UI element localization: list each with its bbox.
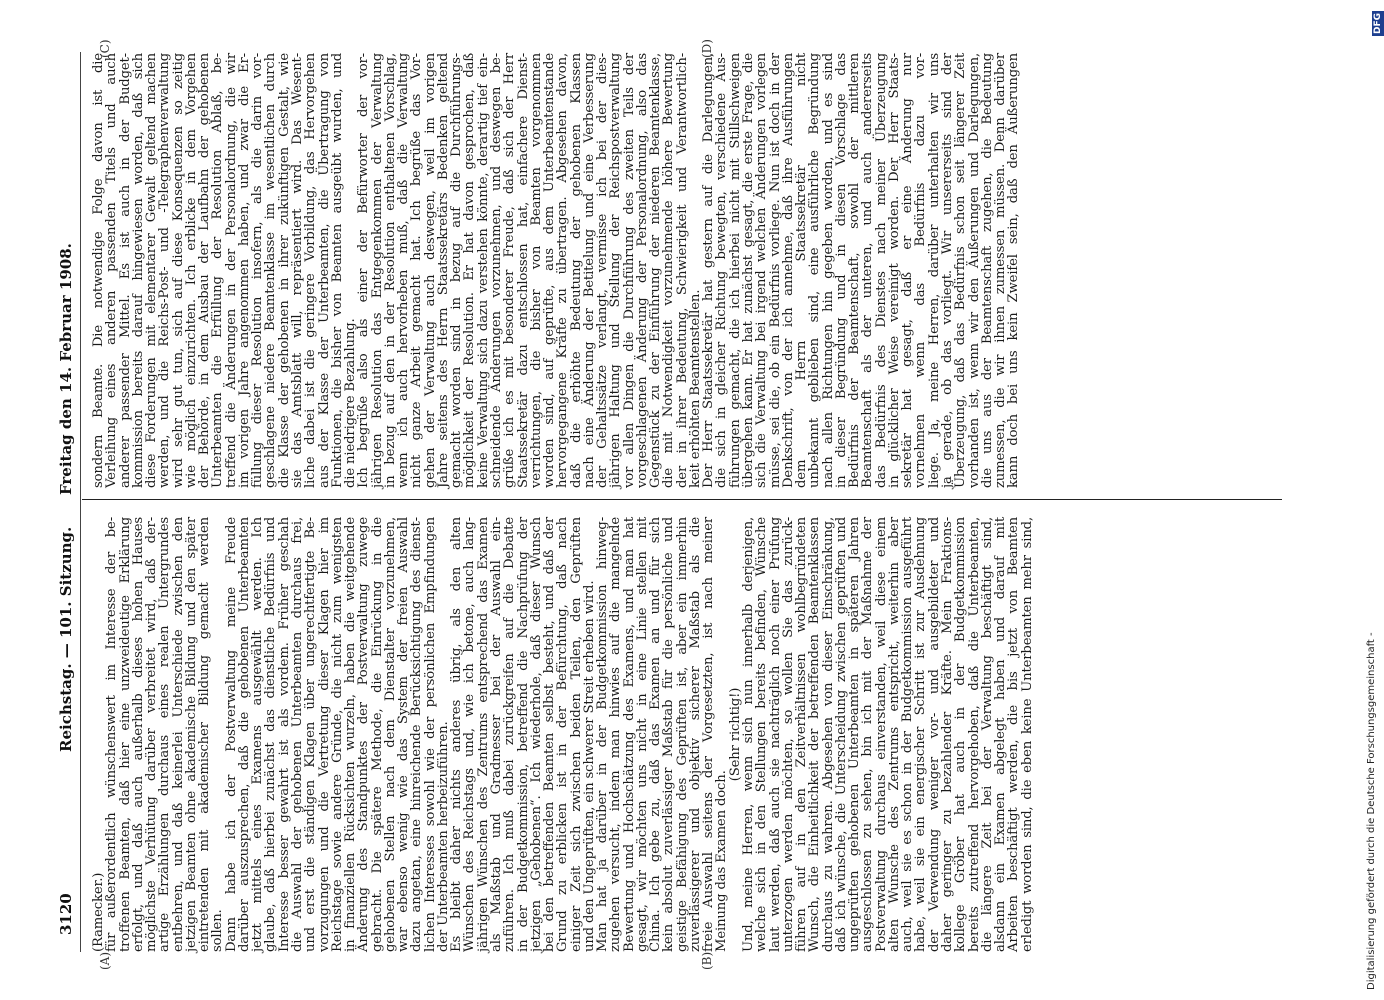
text-line: vornehmen wenn das Bedürfnis dazu vor- [913, 53, 929, 488]
text-line: gehobenen Stellen nach dem Dienstalter vorzunehmen, [382, 517, 398, 952]
text-line: welche sich in den Stellungen bereits befinden, Wünsche [754, 517, 770, 952]
text-line: übergehen kann. Er hat zunächst gesagt, die erste Frage, die [741, 53, 757, 488]
text-line: bei den betreffenden Beamten selbst besteht, und daß der [542, 517, 558, 952]
text-line: der Behörde, in dem Ausbau der Laufbahn der gehobenen [197, 53, 213, 488]
text-line: gebracht. Die spätere Methode, die Einrückung in die [369, 517, 385, 952]
text-line: (Sehr richtig!) [727, 687, 743, 782]
text-line: unterzogen werden möchten, so wollen Sie das zurück- [780, 517, 796, 952]
text-line: vorgeschlagenen Änderung der Personalordnung, also das [634, 53, 650, 488]
text-line: artige Erzählungen durchaus eines realen Untergrundes [157, 517, 173, 952]
text-line: die längere Zeit bei der Verwaltung beschäftigt sind, [979, 517, 995, 952]
column-divider [82, 499, 1282, 500]
text-line: Staatssekretär dazu entschlossen hat, einfachere Dienst- [515, 53, 531, 488]
text-line: müsse, sei die, ob ein Bedürfnis vorliege. Nun ist doch in der [767, 53, 783, 488]
text-line: und erst die ständigen Klagen über ungerechtfertigte Be- [303, 517, 319, 952]
text-line: jährigen Haltung und Stellung der Reichspostverwaltung [608, 53, 624, 488]
margin-mark-c: (C) [98, 39, 112, 58]
text-line: jährigen Resolution das Entgegenkommen der Verwaltung [369, 53, 385, 488]
text-line: worden sind, auf geprüfte, aus dem Unterbeamtenstande [542, 53, 558, 488]
text-line: sondern Beamte. Die notwendige Folge davon ist die [91, 53, 106, 488]
margin-mark-d: (D) [700, 39, 714, 58]
text-line: die sich in gleicher Richtung bewegten, verschiedene Aus- [714, 53, 730, 488]
left-column [92, 517, 1034, 952]
text-line: führen auf in den Zeitverhältnissen wohlbegründeten [794, 517, 810, 952]
text-line: Funktionen, die bisher von Beamten ausgeübt wurden, und [329, 53, 345, 488]
text-line: geistige Befähigung des Geprüften ist, aber ein immerhin [674, 517, 690, 952]
text-line: Verleihung eines anderen passenden Titels und auch [104, 53, 120, 488]
text-line: der Unterbeamten herbeizuführen. [435, 721, 451, 952]
text-line: China. Ich gebe zu, daß das Examen an und für sich [648, 517, 664, 952]
text-line: alsdann ein Examen abgelegt haben und darauf mit [993, 517, 1009, 952]
right-column-lines [92, 53, 1021, 488]
text-line: kein absolut zuverlässiger Maßstab für die persönliche und [661, 517, 677, 952]
text-line: Arbeiten beschäftigt werden, die bis jetzt von Beamten [1006, 517, 1022, 952]
text-line: anderer passender Mittel. Es ist auch in der Budget- [117, 53, 133, 488]
text-line: zuverlässigerer und objektiv sicherer Maßstab als die [687, 517, 703, 952]
text-line: kann doch bei uns kein Zweifel sein, daß den Äußerungen [1006, 53, 1022, 488]
text-line: jetzigen Beamten ohne akademische Bildung und den später [183, 517, 199, 952]
text-line: hervorgegangene Kräfte zu übertragen. Abgesehen davon, [555, 53, 571, 488]
text-line: als Maßstab und Gradmesser bei der Auswahl ein- [488, 517, 504, 952]
text-line: Und, meine Herren, wenn sich nun innerhalb derjenigen, [741, 517, 757, 952]
text-line: diese Forderungen mit elementarer Gewalt geltend machen [144, 53, 160, 488]
text-line: führungen gemacht, die ich hierbei nicht mit Stillschweigen [727, 53, 743, 488]
credit-text: Digitalisierung gefördert durch die Deutsche Forschungsgemeinschaft - [1366, 632, 1377, 990]
text-line: entbehren, und daß keinerlei Unterschiede zwischen den [170, 517, 186, 952]
text-line: im vorigen Jahre angenommen haben, und zwar die Er- [236, 53, 252, 488]
text-line: Reichstage sowie andere Gründe, die nicht zum wenigsten [329, 517, 345, 952]
text-line: gesagt, wir möchten uns nicht in eine Linie stellen mit [634, 517, 650, 952]
text-line: die uns aus der Beamtenschaft zugehen, die Bedeutung [979, 53, 995, 488]
text-line: die Klasse der gehobenen in ihrer zukünftigen Gestalt, wie [276, 53, 292, 488]
text-line: laut werden, daß auch sie nachträglich noch einer Prüfung [767, 517, 783, 952]
text-line: daß die erhöhte Bedeutung der gehobenen Klassen [568, 53, 584, 488]
text-line: Bedürfnis der Beamtenschaft, sowohl der mittleren [847, 53, 863, 488]
text-line: zuführen. Ich muß dabei zurückgreifen auf die Debatte [502, 517, 518, 952]
text-line: der Gehaltssätze verlangt, vermisse ich bei der dies- [595, 53, 611, 488]
text-line: die mit Notwendigkeit vorzunehmende höhere Bewertung [661, 53, 677, 488]
text-line: Überzeugung, daß das Bedürfnis schon seit längerer Zeit [953, 53, 969, 488]
text-line: dem Herrn Staatssekretär nicht [794, 53, 810, 488]
dfg-logo-text: DFG [1373, 12, 1383, 34]
text-line: in finanziellen Rücksichten wurzeln, haben die weitgehende [343, 517, 359, 952]
text-line: einiger Zeit sich zwischen beiden Teilen, den Geprüften [568, 517, 584, 952]
text-line: auch, weil sie es schon in der Budgetkommission ausgeführt [900, 517, 916, 952]
text-line: in bezug auf den in der Resolution enthaltenen Vorschlag, [382, 53, 398, 488]
text-line: durchaus zu wahren. Abgesehen von dieser Einschränkung, [820, 517, 836, 952]
text-line: die Auswahl der gehobenen Unterbeamten durchaus frei, [289, 517, 305, 952]
text-line: nicht ganze Arbeit gemacht hat. Ich begrüße das Vor- [409, 53, 425, 488]
text-line: wird sehr gut tun, sich auf diese Konsequenzen so zeitig [170, 53, 186, 488]
text-line: sekretär hat gesagt, daß er eine Änderung nur [900, 53, 916, 488]
text-line: Denkschrift, von der ich annehme, daß ihre Ausführungen [780, 53, 796, 488]
text-line: möglichste Verhütung darüber verbreitet wird, daß der- [144, 517, 160, 952]
text-line: erledigt worden sind, die eben keine Unterbeamten mehr sind, [1019, 517, 1035, 952]
text-line: unbekannt geblieben sind, eine ausführliche Begründung [807, 53, 823, 488]
text-line: verrichtungen, die bisher von Beamten vorgenommen [528, 53, 544, 488]
text-line: kollege Gröber hat auch in der Budgetkommission [953, 517, 969, 952]
text-line: habe, weil sie ein energischer Schritt ist zur Ausdehnung [913, 517, 929, 952]
text-line: Unterbeamten die Erfüllung der Resolution Ablaß, be- [210, 53, 226, 488]
text-line: Jahre seitens des Herrn Staatssekretärs Bedenken geltend [435, 53, 451, 488]
text-line: die niedrigere Bezahlung. [343, 318, 359, 488]
text-line: ausgeschlossen zu sehen, bin ich mit der Maßnahme der [860, 517, 876, 952]
text-line: Wunsch, die Einheitlichkeit der betreffenden Beamtenklassen [807, 517, 823, 952]
text-line: treffend die Änderungen in der Personalordnung, die wir [223, 53, 239, 488]
text-line: Änderung des Standpunktes der Postverwaltung zuwege [356, 517, 372, 952]
text-line: schneidende Änderungen vorzunehmen, und deswegen be- [488, 53, 504, 488]
left-column-lines [92, 517, 1034, 952]
text-line: Postverwaltung durchaus einverstanden, weil diese einem [873, 517, 889, 952]
text-line: keine Verwaltung sich dazu verstehen könnte, derartig tief ein- [475, 53, 491, 488]
text-line: (Ramecker.) [91, 872, 106, 952]
text-line: liege. Ja, meine Herren, darüber unterhalten wir uns [926, 53, 942, 488]
text-line: gemacht worden sind in bezug auf die Durchführungs- [449, 53, 465, 488]
text-line: lichen Interesses sowohl wie der persönlichen Empfindungen [422, 517, 438, 952]
text-line: nach eine Änderung der Betitelung und eine Verbesserung [581, 53, 597, 488]
text-line: wie möglich einzurichten. Ich erblicke in dem Vorgehen [183, 53, 199, 488]
text-line: jährigen Wünschen des Zentrums entsprechend das Examen [475, 517, 491, 952]
text-line: sollen. [210, 909, 226, 952]
text-line: Dann habe ich der Postverwaltung meine Freude [223, 517, 239, 952]
text-line: daß ich wünsche, die Unterscheidung zwischen geprüften und [833, 517, 849, 952]
text-line: erfolgt, und daß auch außerhalb dieses hohen Hauses [130, 517, 146, 952]
text-line: glaube, daß hierbei zunächst das dienstliche Bedürfnis und [263, 517, 279, 952]
digitization-credit [1366, 632, 1377, 990]
text-line: jetzigen „Gehobenen“. Ich wiederhole, daß dieser Wunsch [528, 517, 544, 952]
header-rule [80, 52, 81, 952]
text-line: nach allen Richtungen hin gegeben worden, und es sind [820, 53, 836, 488]
text-line: gehen der Verwaltung auch deswegen, weil im vorigen [422, 53, 438, 488]
text-line: ungeprüften gehobenen Unterbeamten in späteren Jahren [847, 517, 863, 952]
text-line: Ich begrüße also als einer der Befürworter der vor- [356, 53, 372, 488]
text-line: bereits zutreffend hervorgehoben, daß die Unterbeamten, [966, 517, 982, 952]
text-line: jetzt mittels eines Examens ausgewählt werden. Ich [250, 517, 266, 952]
text-line: Bewertung und Hochschätzung des Examens, und man hat [621, 517, 637, 952]
text-line: in glücklicher Weise vereinigt worden. Der Herr Staats- [886, 53, 902, 488]
text-line: Es bleibt daher nichts anderes übrig, als den alten [449, 517, 465, 952]
text-line: liche dabei ist die geringere Vorbildung, das Hervorgehen [303, 53, 319, 488]
text-line: ja gerade, ob das vorliegt. Wir unsererseits sind der [940, 53, 955, 488]
text-line: sie das Amtsblatt will, repräsentiert wird. Das Wesent- [289, 53, 305, 488]
text-line: werden, und die Reichs-Post- und -Telegraphenverwaltung [157, 53, 173, 488]
text-line: darüber auszusprechen, daß die gehobenen Unterbeamten [236, 517, 252, 952]
text-line: aus der Klasse der Unterbeamten, die Übertragung von [316, 53, 332, 488]
text-line: in der Budgetkommission, betreffend die Nachprüfung der [515, 517, 531, 952]
text-line: daher geringer zu bezahlender Kräfte. Mein Fraktions- [940, 517, 955, 952]
text-line: war ebenso wenig wie das System der freien Auswahl [396, 517, 412, 952]
text-line: Gegenstück zu der Einführung der niederen Beamtenklasse, [648, 53, 664, 488]
text-line: der Verwendung weniger vor- und ausgebildeter und [926, 517, 942, 952]
text-line: vorhanden ist, wenn wir den Äußerungen und Darlegungen, [966, 53, 982, 488]
text-line: Der Herr Staatssekretär hat gestern auf die Darlegungen, [701, 53, 717, 488]
text-line: vorzugungen und die Vertretung dieser Klagen hier im [316, 517, 332, 952]
text-line: dazu angetan, eine hinreichende Berücksichtigung des dienst- [409, 517, 425, 952]
text-line: für außerordentlich wünschenswert im Interesse der be- [104, 517, 120, 952]
text-line: Meinung das Examen doch. [714, 770, 730, 952]
text-line: in dieser Begründung und in diesen Vorschlage das [833, 53, 849, 488]
text-line: füllung dieser Resolution insofern, als die darin vor- [250, 53, 266, 488]
margin-mark-a: (A) [98, 951, 112, 970]
text-line: sich die Verwaltung bei irgend welchen Änderungen vorlegen [754, 53, 770, 488]
page-number: 3120 [57, 893, 75, 935]
right-column [92, 53, 1021, 488]
text-line: und den Ungeprüften, ein schwerer Streit erheben wird. [581, 580, 597, 952]
text-line: Beamtenschaft als der unteren, und auch andererseits [860, 53, 876, 488]
text-line: kommission bereits darauf hingewiesen worden, daß sich [130, 53, 146, 488]
text-line: eintretenden mit akademischer Bildung gemacht werden [197, 517, 213, 952]
text-line: Man hat ja darüber in der Budgetkommission hinweg- [595, 517, 611, 952]
text-line: vor allen Dingen die Durchführung des zweiten Teils der [621, 53, 637, 488]
running-head: Reichstag. — 101. Sitzung. [57, 526, 75, 752]
text-line: zumessen, die wir ihnen zumessen müssen. Denn darüber [993, 53, 1009, 488]
text-line: Interesse besser gewahrt ist als vordem. Früher geschah [276, 517, 292, 952]
text-line: freie Auswahl seitens der Vorgesetzten, ist nach meiner [701, 517, 717, 952]
text-line: troffenen Beamten, daß hier eine unzweideutige Erklärung [117, 517, 133, 952]
text-line: der in ihrer Bedeutung, Schwierigkeit und Verantwortlich- [674, 53, 690, 488]
margin-mark-b: (B) [700, 951, 714, 970]
text-line: geschlagene niedere Beamtenklasse im wesentlichen durch [263, 53, 279, 488]
text-line: zugehen versucht, indem man hinwies auf die mangelnde [608, 517, 624, 952]
text-line: wenn ich auch hervorheben muß, daß die Verwaltung [396, 53, 412, 488]
text-line: grüße ich es mit besonderer Freude, daß sich der Herr [502, 53, 518, 488]
text-line: Grund zu erblicken ist in der Befürchtung, daß nach [555, 517, 571, 952]
text-line: möglichkeit der Resolution. Er hat davon gesprochen, daß [462, 53, 478, 488]
text-line: keit erhöhten Beamtenstellen. [687, 289, 703, 488]
text-line: alten Wunsche des Zentrums entspricht, weiterhin aber [886, 517, 902, 952]
text-line: das Bedürfnis des Dienstes nach meiner Überzeugung [873, 53, 889, 488]
dfg-logo [1365, 11, 1384, 36]
date-line: Freitag den 14. Februar 1908. [57, 243, 75, 495]
text-line: Wünschen des Reichstags und, wie ich betone, auch lang- [462, 517, 478, 952]
